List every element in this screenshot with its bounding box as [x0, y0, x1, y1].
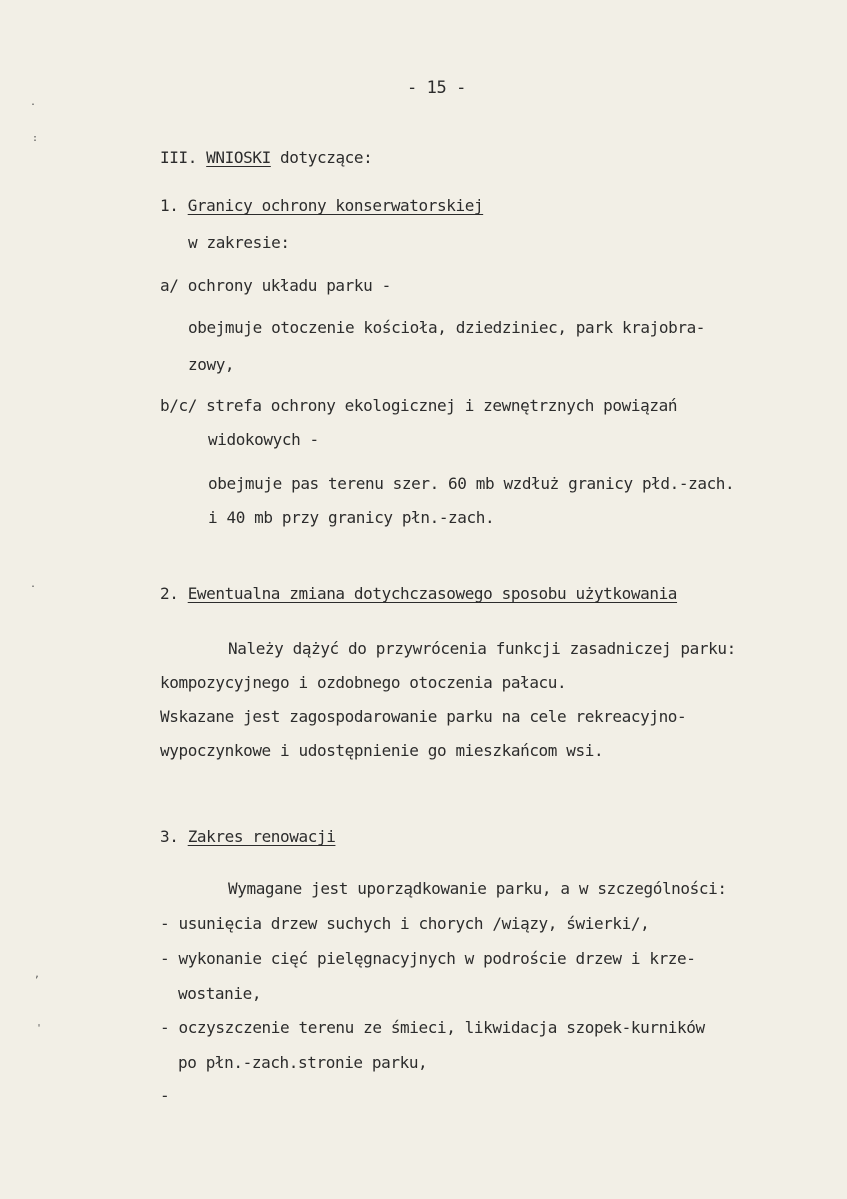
- item1-bc-text-1: strefa ochrony ekologicznej i zewnętrznych powiązań: [206, 396, 678, 415]
- item3-bullet-1: - usunięcia drzew suchych i chorych /wiązy, świerki/,: [160, 914, 650, 933]
- item1-a-text: ochrony układu parku -: [187, 276, 391, 295]
- scan-speck: .: [30, 97, 36, 108]
- item3-bullet-3-line-2: po płn.-zach.stronie parku,: [178, 1053, 428, 1072]
- item2-heading: Ewentualna zmiana dotychczasowego sposobu użytkowania: [187, 584, 678, 603]
- item3-bullet-2-line-2: wostanie,: [178, 984, 262, 1003]
- item3-intro: Wymagane jest uporządkowanie parku, a w szczególności:: [228, 879, 727, 898]
- item2-paragraph-4: wypoczynkowe i udostępnienie go mieszkańcom wsi.: [160, 741, 604, 760]
- item1-bc-desc-2: i 40 mb przy granicy płn.-zach.: [208, 508, 495, 527]
- item1-a-line: [160, 276, 391, 296]
- item2-heading-line: [160, 584, 677, 604]
- scan-speck: ,: [34, 969, 40, 980]
- item2-paragraph-1: Należy dążyć do przywrócenia funkcji zasadniczej parku:: [228, 639, 736, 658]
- item3-bullet-3-line-1: - oczyszczenie terenu ze śmieci, likwidacja szopek-kurników: [160, 1018, 705, 1037]
- item1-a-desc-2: zowy,: [188, 355, 235, 374]
- section-heading: [160, 148, 372, 168]
- item1-heading: Granicy ochrony konserwatorskiej: [187, 196, 484, 215]
- item3-number: 3.: [160, 827, 179, 846]
- page-number: - 15 -: [407, 78, 467, 98]
- item2-number: 2.: [160, 584, 179, 603]
- item3-heading-line: [160, 827, 335, 847]
- section-suffix: dotyczące:: [280, 148, 373, 167]
- section-prefix: III.: [160, 148, 197, 167]
- item1-subheading: w zakresie:: [188, 233, 290, 252]
- item3-bullet-4: -: [160, 1086, 170, 1105]
- item1-bc-text-2: widokowych -: [208, 430, 319, 449]
- item1-bc-desc-1: obejmuje pas terenu szer. 60 mb wzdłuż granicy płd.-zach.: [208, 474, 735, 493]
- item1-a-label: a/: [160, 276, 179, 295]
- item1-bc-line: [160, 396, 677, 416]
- item1-number: 1.: [160, 196, 179, 215]
- item2-paragraph-2: kompozycyjnego i ozdobnego otoczenia pałacu.: [160, 673, 567, 692]
- item2-paragraph-3: Wskazane jest zagospodarowanie parku na cele rekreacyjno-: [160, 707, 687, 726]
- item1-heading-line: [160, 196, 483, 216]
- item1-a-desc-1: obejmuje otoczenie kościoła, dziedziniec, park krajobra-: [188, 318, 706, 337]
- scan-speck: :: [32, 133, 38, 144]
- scan-speck: .: [30, 579, 36, 590]
- item1-bc-label: b/c/: [160, 396, 197, 415]
- item3-heading: Zakres renowacji: [187, 827, 336, 846]
- item3-bullet-2-line-1: - wykonanie cięć pielęgnacyjnych w podroście drzew i krze-: [160, 949, 696, 968]
- section-title: WNIOSKI: [206, 148, 271, 167]
- scan-speck: ': [36, 1023, 42, 1034]
